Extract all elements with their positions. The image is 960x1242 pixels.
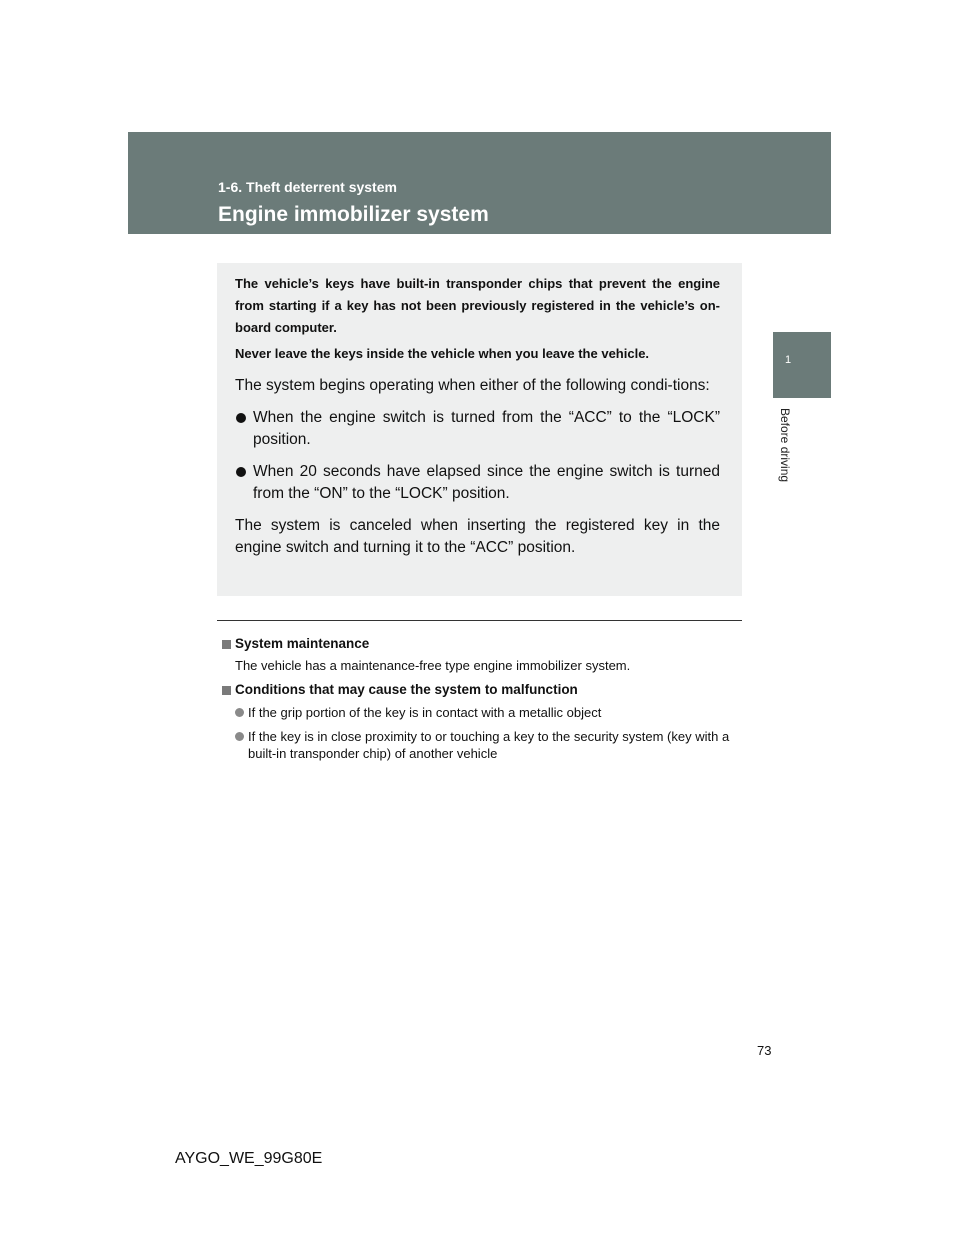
section-label: 1-6. Theft deterrent system: [218, 179, 397, 195]
operating-text: The system begins operating when either of the following condi-tions:: [235, 377, 710, 394]
malfunction-heading: Conditions that may cause the system to malfunction: [222, 682, 742, 697]
chapter-tab[interactable]: [773, 332, 831, 398]
chapter-number: 1: [785, 354, 792, 366]
chapter-label: Before driving: [778, 408, 792, 483]
malfunction-item: If the grip portion of the key is in contact with a metallic object: [222, 704, 742, 721]
notes-section: [222, 636, 742, 769]
malfunction-item: If the key is in close proximity to or touching a key to the security system (key with a built-in transponder chip) of another vehicle: [222, 728, 742, 762]
maintenance-text: The vehicle has a maintenance-free type engine immobilizer system.: [235, 658, 631, 673]
divider: [217, 620, 742, 621]
document-code: AYGO_WE_99G80E: [175, 1150, 323, 1167]
chapter-header: [128, 132, 831, 234]
condition-item: When 20 seconds have elapsed since the engine switch is turned from the “ON” to the “LOCK” position.: [235, 461, 720, 505]
canceled-text: The system is canceled when inserting the registered key in the engine switch and turning it to the “ACC” position.: [235, 517, 720, 556]
info-box: [217, 263, 742, 596]
intro-text: The vehicle’s keys have built-in transponder chips that prevent the engine from starting if a key has not been previously registered in the vehicle’s on-board computer.: [235, 276, 720, 335]
page-title: Engine immobilizer system: [218, 203, 489, 226]
page-number: 73: [757, 1043, 772, 1058]
condition-item: When the engine switch is turned from the “ACC” to the “LOCK” position.: [235, 407, 720, 451]
warning-text: Never leave the keys inside the vehicle when you leave the vehicle.: [235, 346, 650, 361]
maintenance-heading: System maintenance: [222, 636, 742, 651]
